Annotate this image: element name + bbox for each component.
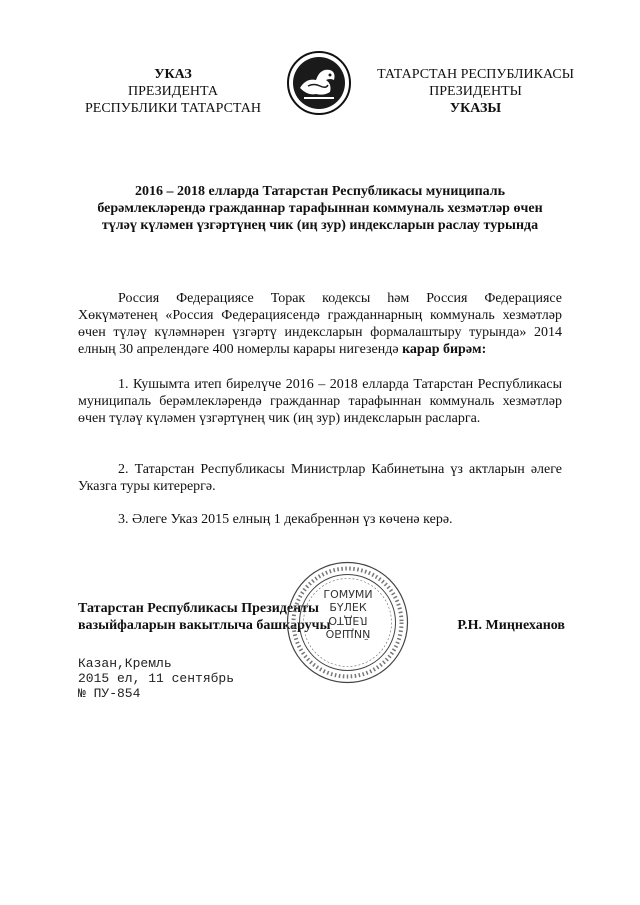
coat-of-arms-icon (286, 50, 352, 116)
header-right-line1: ТАТАРСТАН РЕСПУБЛИКАСЫ (377, 67, 574, 82)
stamp-text (313, 588, 383, 640)
footer-number: № ПУ-854 (78, 686, 141, 701)
header-left (78, 66, 268, 117)
header-right-line2: ПРЕЗИДЕНТЫ (429, 84, 522, 99)
intro-text: Россия Федерациясе Торак кодексы һәм Россия Федерациясе Хөкүмәтенең «Россия Федерациясендә гражданнарның коммуналь хезмәтләр өчен түләү күләмнәрен үзгәртү индексларын формалаштыру турында» 2014 елның 30 апрелендәге 400 номерлы карары нигезендә (78, 291, 562, 357)
signature-name: Р.Н. Миңнеханов (457, 618, 565, 633)
intro-bold: карар бирәм: (402, 342, 487, 357)
stamp-line2: БҮЛЕК (329, 601, 367, 614)
title-line2: берәмлекләрендә гражданнар тарафыннан коммуналь хезмәтләр өчен (97, 201, 543, 216)
header-left-line2: ПРЕЗИДЕНТА (128, 84, 218, 99)
item-1: 1. Кушымта итеп бирелүче 2016 – 2018 елларда Татарстан Республикасы муниципаль берәмлекләрендә гражданнар тарафыннан коммуналь хезмәтләр өчен түләү күләмен үзгәртүнең чик (иң зур) индексларын расларга. (78, 377, 562, 426)
footer-meta (78, 656, 338, 701)
header-right (368, 66, 583, 117)
header-left-line1: УКАЗ (154, 67, 192, 82)
stamp-line3: ОТДЕЛ (328, 614, 368, 627)
signature-position-line1: Татарстан Республикасы Президенты (78, 601, 319, 616)
footer-place: Казан,Кремль (78, 656, 172, 671)
item-3: 3. Әлеге Указ 2015 елның 1 декабреннән үз көченә керә. (118, 512, 453, 527)
stamp-line1: ГОМУМИ (323, 588, 373, 601)
item-2: 2. Татарстан Республикасы Министрлар Кабинетына үз актларын әлеге Указга туры китерергә. (78, 462, 562, 494)
document-title (70, 183, 570, 234)
title-line1: 2016 – 2018 елларда Татарстан Республикасы муниципаль (134, 184, 506, 199)
stamp-line4: ОБЩИЙ (325, 627, 371, 640)
header-right-line3: УКАЗЫ (449, 101, 502, 116)
signature-position-line2: вазыйфаларын вакытлыча башкаручы (78, 618, 331, 633)
header-left-line3: РЕСПУБЛИКИ ТАТАРСТАН (84, 101, 261, 116)
footer-date: 2015 ел, 11 сентябрь (78, 671, 235, 686)
title-line3: түләү күләмен үзгәртүнең чик (иң зур) индексларын раслау турында (101, 218, 539, 233)
intro-paragraph (78, 290, 562, 358)
